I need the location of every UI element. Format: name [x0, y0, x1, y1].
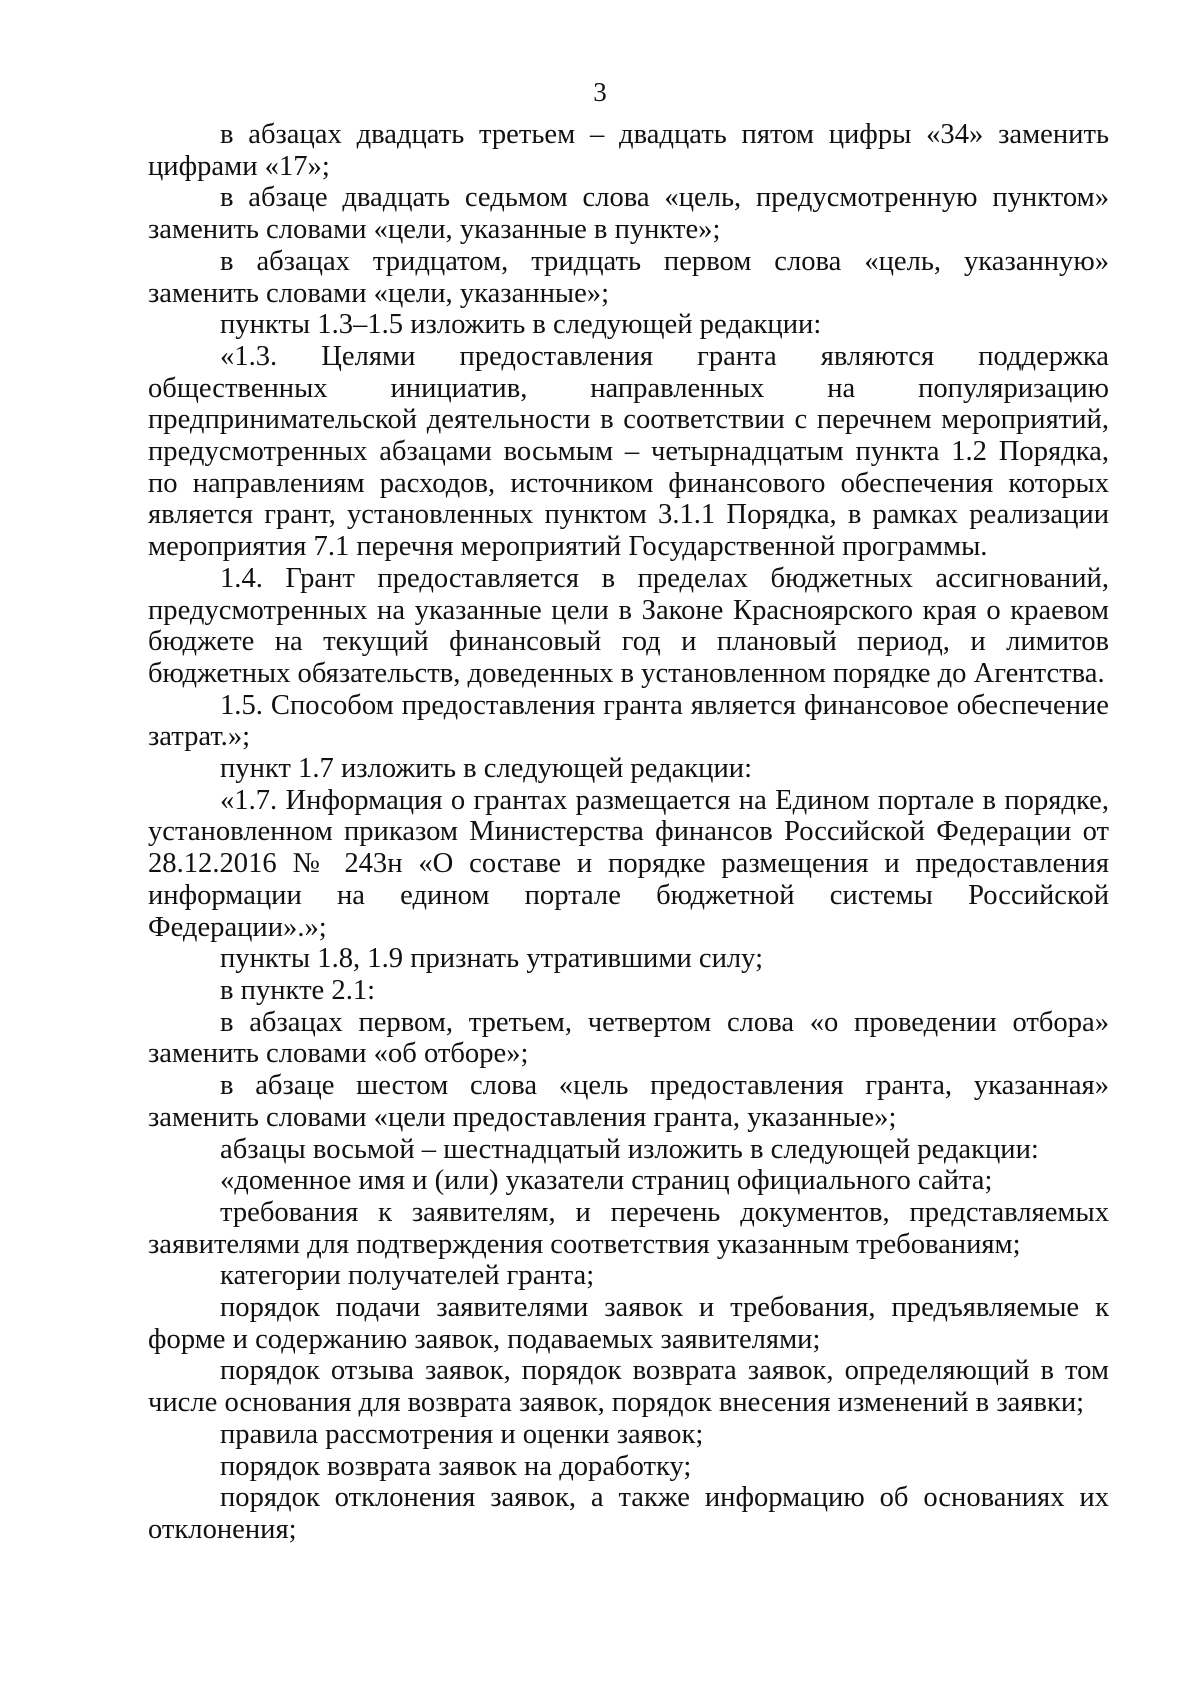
paragraph: 1.4. Грант предоставляется в пределах бюджетных ассигнований, предусмотренных на указанные цели в Законе Красноярского края о краевом бюджете на текущий финансовый год и плановый период, и лимитов бюджетных обязательств, доведенных в установленном порядке до Агентства.: [148, 562, 1109, 689]
page-number: 3: [593, 77, 607, 107]
paragraph: абзацы восьмой – шестнадцатый изложить в следующей редакции:: [220, 1133, 1039, 1165]
paragraph: пункты 1.8, 1.9 признать утратившими силу;: [220, 943, 764, 975]
paragraph: в абзацах тридцатом, тридцать первом слова «цель, указанную» заменить словами «цели, указанные»;: [148, 245, 1109, 309]
paragraph: в пункте 2.1:: [220, 974, 376, 1006]
paragraph: пункт 1.7 изложить в следующей редакции:: [220, 753, 753, 785]
paragraph: «1.3. Целями предоставления гранта являются поддержка общественных инициатив, направленных на популяризацию предпринимательской деятельности в соответствии с перечнем мероприятий, предусмотренных абзацами восьмым – четырнадцатым пункта 1.2 Порядка, по направлениям расходов, источником финансового обеспечения которых является грант, установленных пунктом 3.1.1 Порядка, в рамках реализации мероприятия 7.1 перечня мероприятий Государственной программы.: [148, 340, 1109, 563]
paragraph: в абзацах двадцать третьем – двадцать пятом цифры «34» заменить цифрами «17»;: [148, 119, 1109, 182]
paragraph: в абзаце шестом слова «цель предоставления гранта, указанная» заменить словами «цели предоставления гранта, указанные»;: [148, 1070, 1109, 1133]
paragraph: порядок подачи заявителями заявок и требования, предъявляемые к форме и содержанию заявок, подаваемых заявителями;: [148, 1292, 1109, 1355]
paragraph: 1.5. Способом предоставления гранта является финансовое обеспечение затрат.»;: [148, 689, 1109, 753]
paragraph: пункты 1.3–1.5 изложить в следующей редакции:: [220, 309, 822, 341]
paragraph: требования к заявителям, и перечень документов, представляемых заявителями для подтверждения соответствия указанным требованиям;: [148, 1196, 1109, 1260]
paragraph: в абзацах первом, третьем, четвертом слова «о проведении отбора» заменить словами «об отборе»;: [148, 1006, 1109, 1070]
paragraph: «доменное имя и (или) указатели страниц официального сайта;: [220, 1165, 993, 1197]
paragraph: порядок отклонения заявок, а также информацию об основаниях их отклонения;: [148, 1482, 1109, 1545]
paragraph: порядок возврата заявок на доработку;: [220, 1450, 692, 1482]
paragraph: в абзаце двадцать седьмом слова «цель, предусмотренную пунктом» заменить словами «цели, указанные в пункте»;: [148, 182, 1109, 246]
paragraph: правила рассмотрения и оценки заявок;: [220, 1418, 704, 1450]
document-body: [148, 119, 1109, 1546]
paragraph: порядок отзыва заявок, порядок возврата заявок, определяющий в том числе основания для возврата заявок, порядок внесения изменений в заявки;: [148, 1355, 1109, 1419]
paragraph: категории получателей гранта;: [220, 1260, 595, 1292]
paragraph: «1.7. Информация о грантах размещается на Едином портале в порядке, установленном приказом Министерства финансов Российской Федерации от 28.12.2016 № 243н «О составе и порядке размещения и предоставления информации на едином портале бюджетной системы Российской Федерации».»;: [148, 784, 1109, 943]
